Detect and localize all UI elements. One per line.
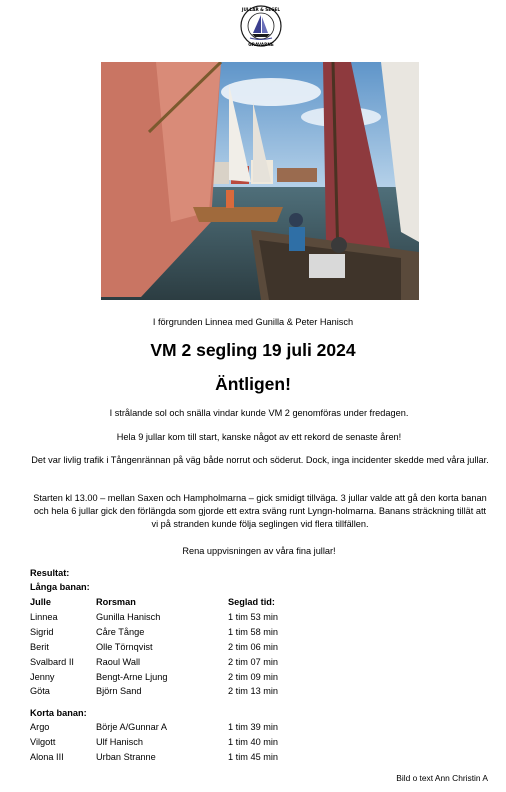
sailed-time: 2 tim 09 min <box>228 672 279 682</box>
helmsman: Cåre Tånge <box>96 627 145 637</box>
column-header-rorsman: Rorsman <box>96 597 136 607</box>
column-header-julle: Julle <box>30 597 51 607</box>
results-heading: Resultat: <box>30 568 70 578</box>
boat-name: Sigrid <box>30 627 54 637</box>
svg-text:GRAVARNE: GRAVARNE <box>248 42 274 47</box>
helmsman: Bengt-Arne Ljung <box>96 672 168 682</box>
helmsman: Ulf Hanisch <box>96 737 143 747</box>
boat-name: Linnea <box>30 612 58 622</box>
page-subtitle: Äntligen! <box>215 374 291 394</box>
sailed-time: 2 tim 07 min <box>228 657 279 667</box>
paragraph: I strålande sol och snälla vindar kunde VM 2 genomföras under fredagen. <box>109 408 409 418</box>
paragraph: Hela 9 jullar kom till start, kanske något av ett rekord de senaste åren! <box>116 432 402 442</box>
boat-name: Argo <box>30 722 50 732</box>
boat-name: Berit <box>30 642 49 652</box>
column-header-time: Seglad tid: <box>228 597 275 607</box>
club-logo <box>236 2 286 50</box>
short-course-heading: Korta banan: <box>30 708 87 718</box>
boat-name: Vilgott <box>30 737 56 747</box>
helmsman: Börje A/Gunnar A <box>96 722 167 732</box>
sailing-photo <box>101 62 419 300</box>
boat-name: Göta <box>30 686 50 696</box>
helmsman: Gunilla Hanisch <box>96 612 161 622</box>
photo-caption: I förgrunden Linnea med Gunilla & Peter Hanisch <box>152 317 354 327</box>
boat-name: Alona III <box>30 752 64 762</box>
paragraph: Starten kl 13.00 – mellan Saxen och Hampholmarna – gick smidigt tillväga. 3 jullar valde att gå den korta banan och hela 6 jullar gick den förlängda som gjorde ett extra sväng runt Lyngn-holmarna. Banans sträckning tillät att vi på stranden kunde följa seglingen vid flera tillfällen. <box>33 493 487 530</box>
boat-name: Jenny <box>30 672 55 682</box>
sailed-time: 1 tim 53 min <box>228 612 279 622</box>
sailed-time: 1 tim 40 min <box>228 737 279 747</box>
helmsman: Olle Törnqvist <box>96 642 153 652</box>
sailed-time: 2 tim 13 min <box>228 686 279 696</box>
paragraph: Det var livlig trafik i Tångenrännan på väg både norrut och söderut. Dock, inga incidenter skedde med våra jullar. <box>31 455 489 465</box>
boat-name: Svalbard II <box>30 657 74 667</box>
sailed-time: 1 tim 58 min <box>228 627 279 637</box>
photo-credit: Bild o text Ann Christin A <box>396 773 488 783</box>
helmsman: Urban Stranne <box>96 752 156 762</box>
sailed-time: 1 tim 39 min <box>228 722 279 732</box>
sailed-time: 2 tim 06 min <box>228 642 279 652</box>
page-title: VM 2 segling 19 juli 2024 <box>150 340 356 360</box>
helmsman: Raoul Wall <box>96 657 141 667</box>
svg-text:JULLAR & SEGEL: JULLAR & SEGEL <box>241 7 281 12</box>
paragraph: Rena uppvisningen av våra fina jullar! <box>182 546 336 556</box>
long-course-heading: Långa banan: <box>30 582 90 592</box>
helmsman: Björn Sand <box>96 686 142 696</box>
sailed-time: 1 tim 45 min <box>228 752 279 762</box>
